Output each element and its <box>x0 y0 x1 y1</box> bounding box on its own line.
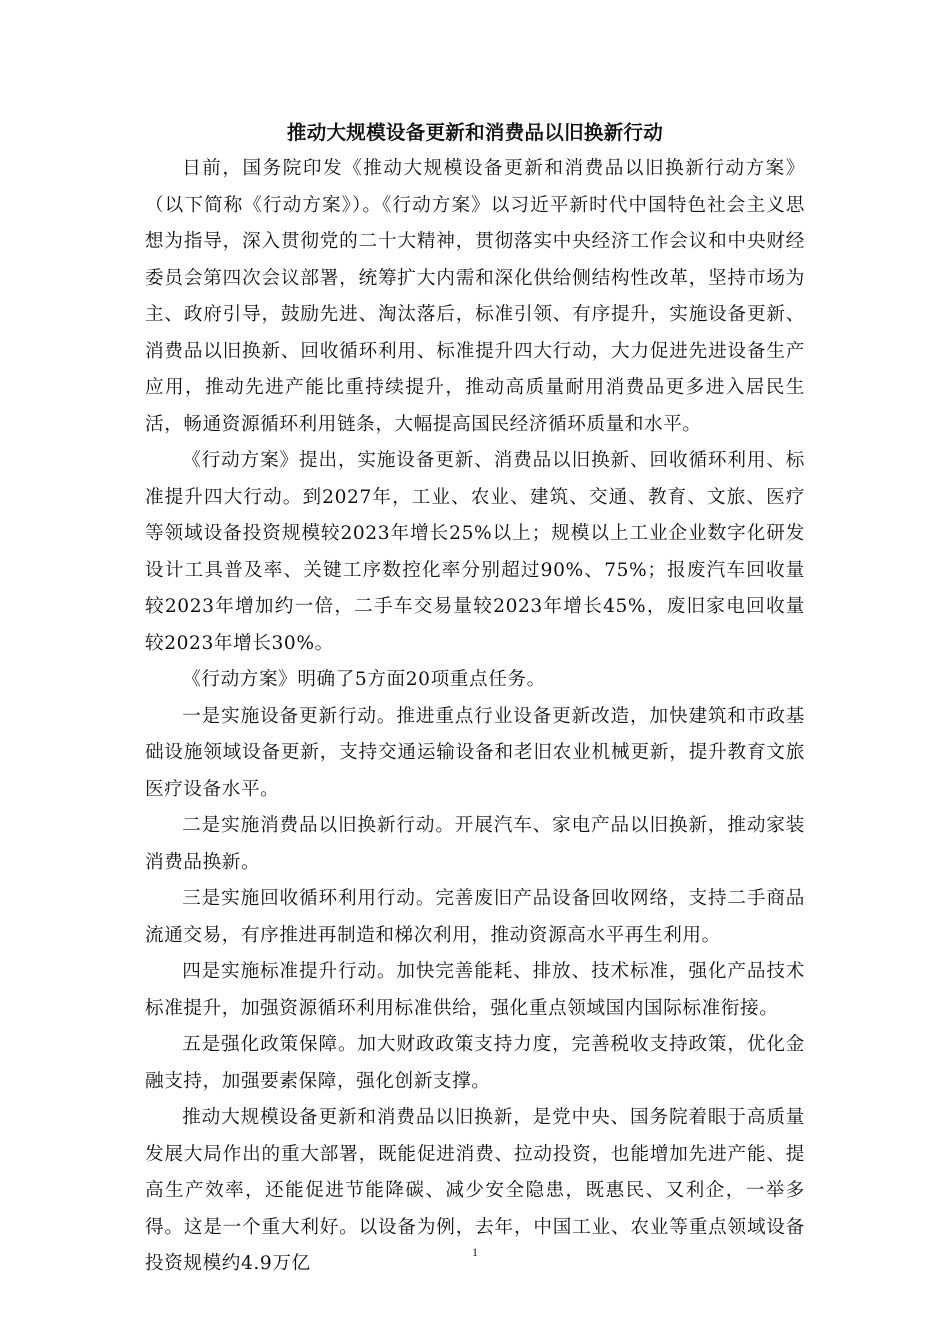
paragraph-targets: 《行动方案》提出，实施设备更新、消费品以旧换新、回收循环利用、标准提升四大行动。到2027年，工业、农业、建筑、交通、教育、文旅、医疗等领域设备投资规模较2023年增长25%以上；规模以上工业企业数字化研发设计工具普及率、关键工序数控化率分别超过90%、75%；报废汽车回收量较2023年增加约一倍，二手车交易量较2023年增长45%，废旧家电回收量较2023年增长30%。 <box>145 450 805 654</box>
page-number: 1 <box>472 1245 478 1259</box>
paragraph-task-2: 二是实施消费品以旧换新行动。开展汽车、家电产品以旧换新，推动家装消费品换新。 <box>145 815 805 873</box>
paragraph-task-1: 一是实施设备更新行动。推进重点行业设备更新改造，加快建筑和市政基础设施领域设备更新，支持交通运输设备和老旧农业机械更新，提升教育文旅医疗设备水平。 <box>145 705 805 800</box>
paragraph-task-5: 五是强化政策保障。加大财政政策支持力度，完善税收支持政策，优化金融支持，加强要素保障，强化创新支撑。 <box>145 1034 805 1092</box>
paragraph-tasks-summary: 《行动方案》明确了5方面20项重点任务。 <box>182 669 546 690</box>
document-title: 推动大规模设备更新和消费品以旧换新行动 <box>286 121 664 144</box>
paragraph-intro: 日前，国务院印发《推动大规模设备更新和消费品以旧换新行动方案》（以下简称《行动方案》）。《行动方案》以习近平新时代中国特色社会主义思想为指导，深入贯彻党的二十大精神，贯彻落实中央经济工作会议和中央财经委员会第四次会议部署，统筹扩大内需和深化供给侧结构性改革，坚持市场为主、政府引导，鼓励先进、淘汰落后，标准引领、有序提升，实施设备更新、消费品以旧换新、回收循环利用、标准提升四大行动，大力促进先进设备生产应用，推动先进产能比重持续提升，推动高质量耐用消费品更多进入居民生活，畅通资源循环利用链条，大幅提高国民经济循环质量和水平。 <box>145 158 805 435</box>
paragraph-significance: 推动大规模设备更新和消费品以旧换新，是党中央、国务院着眼于高质量发展大局作出的重大部署，既能促进消费、拉动投资，也能增加先进产能、提高生产效率，还能促进节能降碳、减少安全隐患，既惠民、又利企，一举多得。这是一个重大利好。以设备为例，去年，中国工业、农业等重点领域设备投资规模约4.9万亿 <box>145 1107 805 1274</box>
paragraph-task-3: 三是实施回收循环利用行动。完善废旧产品设备回收网络，支持二手商品流通交易，有序推进再制造和梯次利用，推动资源高水平再生利用。 <box>145 888 805 946</box>
document-page <box>145 118 805 1283</box>
paragraph-task-4: 四是实施标准提升行动。加快完善能耗、排放、技术标准，强化产品技术标准提升，加强资源循环利用标准供给，强化重点领域国内国际标准衔接。 <box>145 961 805 1019</box>
